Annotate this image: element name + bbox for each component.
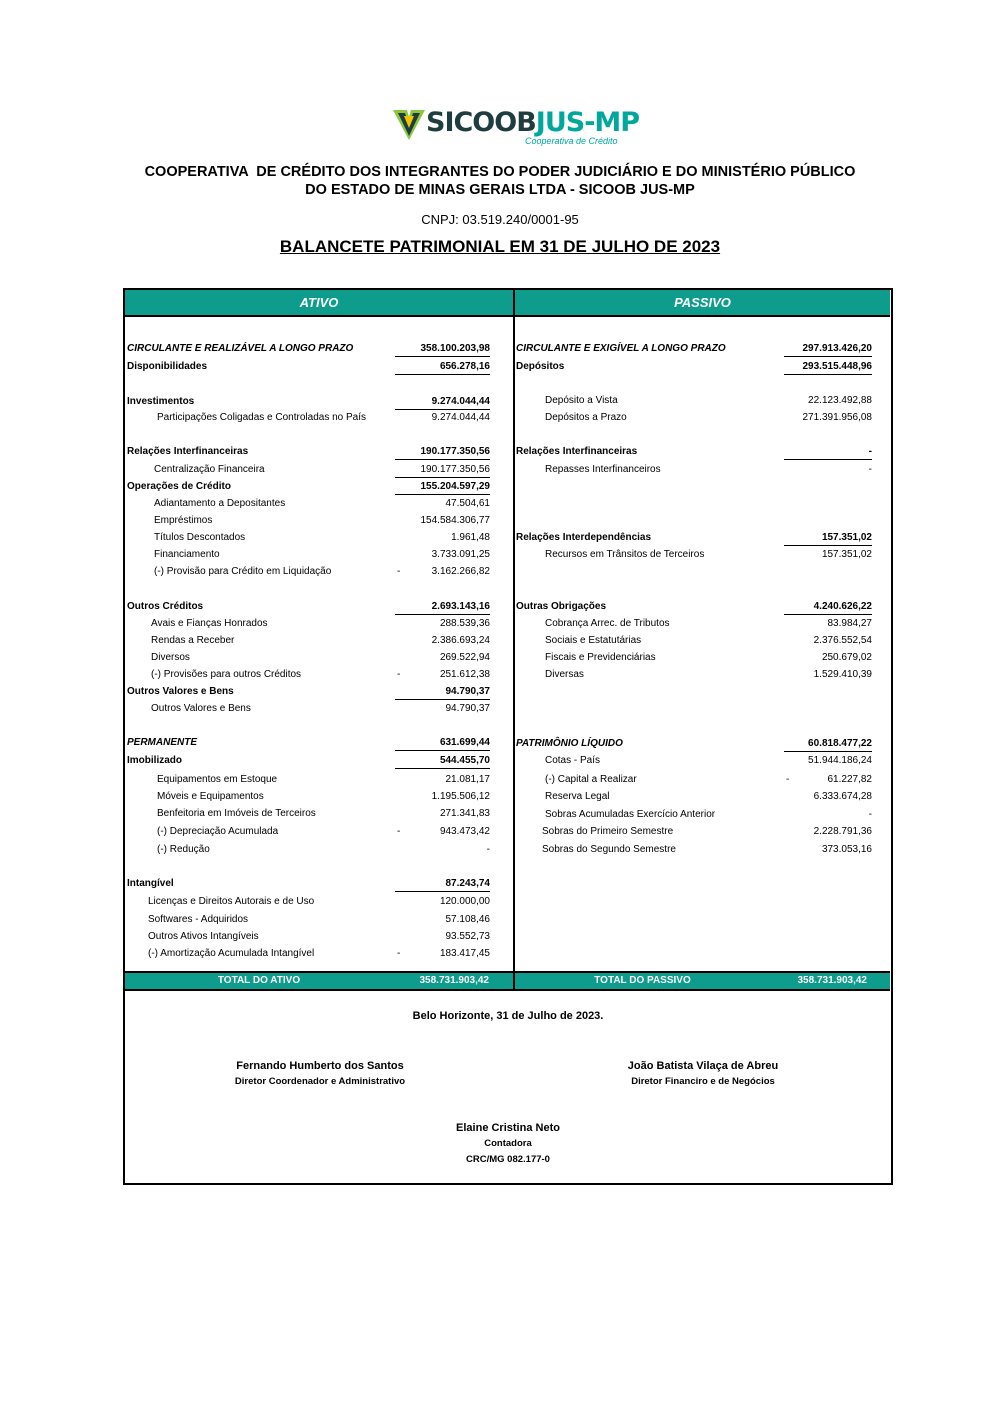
row-value: 190.177.350,56 <box>395 445 490 460</box>
signature-name: Elaine Cristina Neto <box>456 1122 560 1134</box>
row-label: Rendas a Receber <box>151 635 235 646</box>
signature-role: Diretor Coordenador e Administrativo <box>234 1076 406 1087</box>
row-value: 93.552,73 <box>445 931 490 942</box>
row-value: 1.195.506,12 <box>431 791 490 802</box>
passivo-row <box>516 360 886 374</box>
sicoob-logo <box>392 106 640 152</box>
row-value: 154.584.306,77 <box>420 515 490 526</box>
row-label: PERMANENTE <box>127 737 198 748</box>
row-label: Operações de Crédito <box>127 481 231 492</box>
passivo-row <box>516 445 886 459</box>
row-value: 2.386.693,24 <box>431 635 490 646</box>
signature-coordinator <box>180 1058 460 1090</box>
passivo-row <box>516 342 886 356</box>
row-value: 373.053,16 <box>821 844 872 855</box>
ativo-row <box>127 445 511 459</box>
ativo-row <box>127 565 511 579</box>
passivo-row <box>516 843 886 857</box>
row-label: Outras Obrigações <box>516 601 607 612</box>
row-value: 190.177.350,56 <box>395 463 490 478</box>
ativo-row <box>127 548 511 562</box>
row-label: Centralização Financeira <box>154 464 265 475</box>
page-title-text: BALANCETE PATRIMONIAL EM 31 DE JULHO DE 2023 <box>279 237 721 256</box>
row-value: 250.679,02 <box>821 652 872 663</box>
row-label: Fiscais e Previdenciárias <box>545 652 656 663</box>
row-label: Cotas - País <box>545 755 601 766</box>
ativo-row <box>127 651 511 665</box>
row-label: (-) Provisões para outros Créditos <box>151 669 302 680</box>
row-value: 57.108,46 <box>445 914 490 925</box>
passivo-row <box>516 531 886 545</box>
row-value: 9.274.044,44 <box>431 412 490 423</box>
row-value: 271.341,83 <box>439 808 490 819</box>
passivo-row <box>516 790 886 804</box>
passivo-total-bar <box>515 973 890 989</box>
signature-financial-director <box>563 1058 843 1090</box>
row-value: 157.351,02 <box>784 531 872 546</box>
passivo-header: PASSIVO <box>515 290 890 315</box>
logo-name-b: JUS-MP <box>535 107 640 138</box>
row-value: 61.227,82 <box>827 774 872 785</box>
row-value: - <box>486 844 490 855</box>
row-value: 631.699,44 <box>395 736 490 751</box>
row-value: 1.529.410,39 <box>813 669 872 680</box>
row-value: 157.351,02 <box>821 549 872 560</box>
ativo-row <box>127 463 511 477</box>
row-label: Sobras Acumuladas Exercício Anterior <box>545 809 716 820</box>
signature-role: Contadora <box>484 1138 532 1149</box>
passivo-row <box>516 825 886 839</box>
cnpj: CNPJ: 03.519.240/0001-95 <box>421 212 579 227</box>
ativo-total-value: 358.731.903,42 <box>419 975 489 986</box>
passivo-row <box>516 394 886 408</box>
ativo-row <box>127 685 511 699</box>
row-value: 3.162.266,82 <box>431 566 490 577</box>
row-label: Reserva Legal <box>545 791 610 802</box>
ativo-row <box>127 480 511 494</box>
row-value: 293.515.448,96 <box>784 360 872 375</box>
signature-role: Diretor Financiro e de Negócios <box>631 1076 775 1087</box>
ativo-row <box>127 877 511 891</box>
row-label: Equipamentos em Estoque <box>157 774 278 785</box>
row-label: Licenças e Direitos Autorais e de Uso <box>148 896 315 907</box>
row-value: 183.417,45 <box>439 948 490 959</box>
passivo-row <box>516 668 886 682</box>
ativo-total-label: TOTAL DO ATIVO <box>217 975 301 986</box>
column-divider <box>513 289 515 991</box>
row-label: Recursos em Trânsitos de Terceiros <box>545 549 705 560</box>
row-value: 656.278,16 <box>395 360 490 375</box>
ativo-row <box>127 913 511 927</box>
row-label: Participações Coligadas e Controladas no País <box>157 412 367 423</box>
passivo-row <box>516 548 886 562</box>
row-value: - <box>784 445 872 460</box>
row-label: Repasses Interfinanceiros <box>545 464 661 475</box>
row-value: 9.274.044,44 <box>395 395 490 410</box>
passivo-row <box>516 737 886 751</box>
ativo-row <box>127 807 511 821</box>
negative-sign: - <box>786 774 790 785</box>
row-label: Títulos Descontados <box>154 532 246 543</box>
row-value: 94.790,37 <box>395 685 490 700</box>
signature-name: João Batista Vilaça de Abreu <box>627 1060 779 1072</box>
ativo-row <box>127 514 511 528</box>
row-value: 358.100.203,98 <box>395 342 490 357</box>
ativo-row <box>127 600 511 614</box>
passivo-total-label: TOTAL DO PASSIVO <box>594 975 691 986</box>
ativo-row <box>127 395 511 409</box>
ativo-row <box>127 843 511 857</box>
row-label: Sobras do Primeiro Semestre <box>542 826 674 837</box>
row-label: Diversos <box>151 652 190 663</box>
signature-registration: CRC/MG 082.177-0 <box>466 1154 550 1165</box>
header-rule <box>125 315 890 317</box>
row-value: 51.944.186,24 <box>808 755 872 766</box>
ativo-row <box>127 411 511 425</box>
logo-wordmark <box>426 108 639 138</box>
row-label: (-) Provisão para Crédito em Liquidação <box>154 566 332 577</box>
row-value: 21.081,17 <box>445 774 490 785</box>
passivo-row <box>516 634 886 648</box>
ativo-row <box>127 634 511 648</box>
row-label: Outros Créditos <box>127 601 204 612</box>
cooperative-name-line1: COOPERATIVA DE CRÉDITO DOS INTEGRANTES DO PODER JUDICIÁRIO E DO MINISTÉRIO PÚBLICO <box>144 164 856 180</box>
ativo-row <box>127 497 511 511</box>
negative-sign: - <box>397 669 401 680</box>
cooperative-name-line2: DO ESTADO DE MINAS GERAIS LTDA - SICOOB JUS-MP <box>305 182 695 198</box>
row-value: 4.240.626,22 <box>784 600 872 615</box>
row-value: - <box>868 809 872 820</box>
row-label: Outros Valores e Bens <box>127 686 234 697</box>
passivo-row <box>516 600 886 614</box>
ativo-row <box>127 825 511 839</box>
ativo-row <box>127 790 511 804</box>
row-value: 120.000,00 <box>439 896 490 907</box>
row-label: Avais e Fianças Honrados <box>151 618 268 629</box>
row-label: Depósito a Vista <box>545 395 618 406</box>
row-value: 155.204.597,29 <box>395 480 490 495</box>
row-value: - <box>868 464 872 475</box>
negative-sign: - <box>397 948 401 959</box>
row-value: 269.522,94 <box>439 652 490 663</box>
row-label: Cobrança Arrec. de Tributos <box>545 618 670 629</box>
row-value: 83.984,27 <box>827 618 872 629</box>
row-label: PATRIMÔNIO LÍQUIDO <box>516 738 623 749</box>
row-label: Benfeitoria em Imóveis de Terceiros <box>157 808 316 819</box>
ativo-row <box>127 360 511 374</box>
row-label: CIRCULANTE E REALIZÁVEL A LONGO PRAZO <box>127 343 354 354</box>
signature-accountant <box>368 1120 648 1168</box>
ativo-row <box>127 773 511 787</box>
row-label: Financiamento <box>154 549 220 560</box>
ativo-row <box>127 342 511 356</box>
row-label: Adiantamento a Depositantes <box>154 498 286 509</box>
sicoob-logo-mark-icon <box>392 108 426 142</box>
row-label: Imobilizado <box>127 755 182 766</box>
cooperative-name <box>0 163 1000 199</box>
row-label: (-) Depreciação Acumulada <box>157 826 279 837</box>
ativo-row <box>127 895 511 909</box>
row-label: Intangível <box>127 878 174 889</box>
row-value: 6.333.674,28 <box>813 791 872 802</box>
row-value: 22.123.492,88 <box>808 395 872 406</box>
row-label: Depósitos a Prazo <box>545 412 627 423</box>
ativo-row <box>127 736 511 750</box>
row-label: Investimentos <box>127 396 195 407</box>
row-value: 288.539,36 <box>439 618 490 629</box>
ativo-row <box>127 702 511 716</box>
row-value: 1.961,48 <box>451 532 490 543</box>
passivo-row <box>516 617 886 631</box>
passivo-row <box>516 773 886 787</box>
passivo-row <box>516 651 886 665</box>
row-label: Outros Valores e Bens <box>151 703 251 714</box>
row-label: (-) Redução <box>157 844 210 855</box>
row-value: 2.376.552,54 <box>813 635 872 646</box>
row-value: 251.612,38 <box>439 669 490 680</box>
place-date: Belo Horizonte, 31 de Julho de 2023. <box>412 1010 604 1022</box>
passivo-row <box>516 411 886 425</box>
row-label: Sobras do Segundo Semestre <box>542 844 676 855</box>
row-label: Sociais e Estatutárias <box>545 635 642 646</box>
passivo-row <box>516 754 886 768</box>
page-title <box>0 237 1000 257</box>
ativo-row <box>127 754 511 768</box>
row-label: Softwares - Adquiridos <box>148 914 249 925</box>
row-value: 271.391.956,08 <box>802 412 872 423</box>
row-label: (-) Capital a Realizar <box>545 774 637 785</box>
ativo-row <box>127 930 511 944</box>
row-value: 2.693.143,16 <box>395 600 490 615</box>
row-label: Móveis e Equipamentos <box>157 791 264 802</box>
signature-name: Fernando Humberto dos Santos <box>236 1060 404 1072</box>
passivo-row <box>516 808 886 822</box>
ativo-row <box>127 668 511 682</box>
row-value: 87.243,74 <box>395 877 490 892</box>
row-value: 47.504,61 <box>445 498 490 509</box>
row-label: Empréstimos <box>154 515 213 526</box>
row-label: CIRCULANTE E EXIGÍVEL A LONGO PRAZO <box>516 343 726 354</box>
passivo-row <box>516 463 886 477</box>
row-value: 94.790,37 <box>445 703 490 714</box>
row-label: Diversas <box>545 669 584 680</box>
row-label: Relações Interfinanceiras <box>516 446 638 457</box>
ativo-row <box>127 947 511 961</box>
row-value: 297.913.426,20 <box>784 342 872 357</box>
row-label: Depósitos <box>516 361 565 372</box>
logo-name-a: SICOOB <box>426 107 536 138</box>
row-label: Relações Interfinanceiras <box>127 446 249 457</box>
passivo-total-value: 358.731.903,42 <box>797 975 867 986</box>
ativo-row <box>127 531 511 545</box>
row-value: 3.733.091,25 <box>431 549 490 560</box>
row-label: Outros Ativos Intangíveis <box>148 931 259 942</box>
row-label: Relações Interdependências <box>516 532 652 543</box>
row-value: 60.818.477,22 <box>784 737 872 752</box>
row-value: 943.473,42 <box>439 826 490 837</box>
negative-sign: - <box>397 826 401 837</box>
total-rule-bottom <box>125 989 890 991</box>
row-value: 544.455,70 <box>395 754 490 769</box>
ativo-header: ATIVO <box>125 290 513 315</box>
negative-sign: - <box>397 566 401 577</box>
row-label: (-) Amortização Acumulada Intangível <box>148 948 315 959</box>
logo-subtitle: Cooperativa de Crédito <box>525 136 618 146</box>
ativo-row <box>127 617 511 631</box>
row-label: Disponibilidades <box>127 361 208 372</box>
row-value: 2.228.791,36 <box>813 826 872 837</box>
